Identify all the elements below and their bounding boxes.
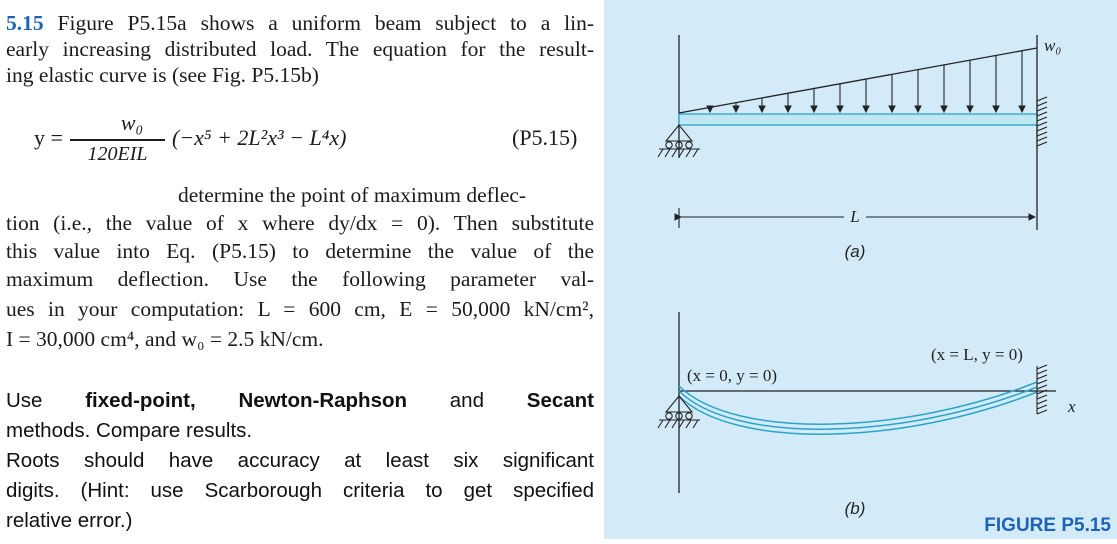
deflected-beam-curve [679, 382, 1037, 434]
equation-rhs: (−x⁵ + 2L²x³ − L⁴x) [172, 125, 347, 150]
problem-text-1: Figure P5.15a shows a uniform beam subject to a lin- [57, 11, 594, 35]
problem-line-6: this value into Eq. (P5.15) to determine the value of the [6, 239, 594, 263]
load-label-w0: w₀ [1044, 36, 1062, 55]
equation-denominator: 120EIL [87, 143, 148, 165]
length-label: L [850, 207, 860, 226]
figure-title: FIGURE P5.15 [984, 515, 1111, 536]
left-boundary-condition: (x = 0, y = 0) [687, 366, 777, 385]
problem-line-8: ues in your computation: L = 600 cm, E = 50,000 kN/cm², [6, 297, 594, 321]
caption-a: (a) [844, 242, 866, 261]
right-boundary-condition: (x = L, y = 0) [931, 345, 1023, 364]
problem-line-2: early increasing distributed load. The equation for the result- [6, 37, 594, 61]
task-line-3: Roots should have accuracy at least six significant [6, 449, 594, 472]
task-line-2: methods. Compare results. [6, 419, 253, 442]
equation-lhs: y = [34, 125, 63, 150]
figure-drawing [604, 0, 1117, 539]
task-line-1 [6, 386, 594, 416]
x-axis-label: x [1068, 397, 1076, 416]
fixed-wall-a [1037, 97, 1047, 146]
problem-line-7: maximum deflection. Use the following parameter val- [6, 267, 594, 291]
task-line-5: relative error.) [6, 509, 133, 532]
caption-b: (b) [844, 499, 866, 518]
figure-p5-15 [604, 0, 1117, 539]
fraction-bar [70, 139, 165, 141]
task-method-secant: Secant [526, 389, 594, 412]
figure-a [658, 35, 1061, 261]
fixed-wall-b [1037, 365, 1047, 414]
task-method-fixed-point: fixed-point, [85, 389, 196, 412]
problem-line-3: ing elastic curve is (see Fig. P5.15b) [6, 63, 319, 87]
task-method-newton-raphson: Newton-Raphson [238, 389, 408, 412]
task-line-4: digits. (Hint: use Scarborough criteria to get specified [6, 479, 594, 502]
equation-tag: (P5.15) [512, 125, 578, 150]
problem-line-9: I = 30,000 cm⁴, and w₀ = 2.5 kN/cm. [6, 327, 324, 351]
equation-p5-15 [0, 110, 600, 170]
task-text [6, 386, 594, 536]
equation-numerator: w₀ [120, 110, 144, 135]
task-word-use: Use [6, 389, 43, 412]
load-arrows [710, 51, 1022, 112]
problem-number: 5.15 [6, 11, 44, 35]
figure-b [658, 312, 1076, 518]
task-word-and: and [449, 389, 484, 412]
problem-line-5: tion (i.e., the value of x where dy/dx = 0). Then substitute [6, 211, 594, 235]
problem-line-1 [6, 10, 594, 36]
beam [679, 114, 1037, 125]
load-triangle-top-edge [679, 48, 1037, 113]
problem-line-4: determine the point of maximum deflec- [178, 183, 527, 207]
